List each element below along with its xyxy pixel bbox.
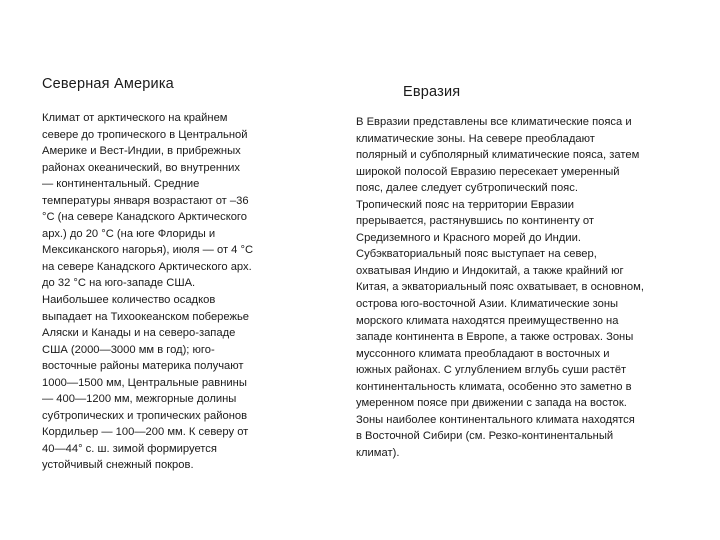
text-line: севере до тропического в Центральной	[42, 128, 248, 141]
text-line: устойчивый снежный покров.	[42, 459, 194, 472]
text-line: субтропических и тропических районов	[42, 409, 248, 422]
text-line: охватывая Индию и Индокитай, а также крайний юг	[356, 264, 624, 277]
text-line: муссонного климата преобладают в восточных и	[356, 347, 610, 360]
text-line: Тропический пояс на территории Евразии	[356, 198, 574, 211]
text-line: температуры января возрастают от –36	[42, 194, 249, 207]
text-line: широкой полосой Евразию пересекает умеренный	[356, 165, 620, 178]
text-line: — континентальный. Средние	[42, 178, 200, 191]
text-line: климатические зоны. На севере преобладают	[356, 132, 595, 145]
text-line: морского климата находятся преимущественно на	[356, 314, 619, 327]
text-line: арх.) до 20 °C (на юге Флориды и	[42, 227, 216, 240]
text-line: пояс, далее следует субтропический пояс.	[356, 182, 578, 195]
text-line: Кордильер — 100—200 мм. К северу от	[42, 426, 249, 439]
north-america-text	[42, 110, 253, 474]
text-line: Средиземного и Красного морей до Индии.	[356, 231, 581, 244]
text-line: на севере Канадского Арктического арх.	[42, 260, 252, 273]
text-line: Китая, а экваториальный пояс охватывает, в основном,	[356, 281, 644, 294]
text-line: умеренном поясе при движении с запада на восток.	[356, 397, 627, 410]
text-line: В Евразии представлены все климатические пояса и	[356, 116, 632, 128]
text-line: Америке и Вест-Индии, в прибрежных	[42, 145, 241, 158]
text-line: Климат от арктического на крайнем	[42, 112, 228, 124]
text-line: в Восточной Сибири (см. Резко-континентальный	[356, 430, 614, 443]
text-line: западе континента в Европе, а также островах. Зоны	[356, 331, 634, 344]
text-line: 1000—1500 мм, Центральные равнины	[42, 376, 247, 389]
text-line: выпадает на Тихоокеанском побережье	[42, 310, 250, 323]
text-line: — 400—1200 мм, межгорные долины	[42, 393, 237, 406]
text-line: 40—44° с. ш. зимой формируется	[42, 442, 217, 455]
text-line: восточные районы материка получают	[42, 360, 244, 373]
text-line: США (2000—3000 мм в год); юго-	[42, 343, 215, 356]
text-line: Аляски и Канады и на северо-западе	[42, 327, 236, 340]
text-line: южных районах. С углублением вглубь суши растёт	[356, 364, 627, 377]
text-line: острова юго-восточной Азии. Климатические зоны	[356, 298, 619, 311]
text-line: Зоны наиболее континентального климата находятся	[356, 413, 635, 426]
text-line: полярный и субполярный климатические пояса, затем	[356, 149, 640, 162]
north-america-title: Северная Америка	[42, 76, 174, 92]
text-line: прерывается, растянувшись по континенту от	[356, 215, 595, 228]
text-line: Мексиканского нагорья), июля — от 4 °C	[42, 244, 254, 257]
text-line: Субэкваториальный пояс выступает на север,	[356, 248, 597, 261]
text-line: континентальность климата, особенно это заметно в	[356, 380, 632, 393]
text-line: до 32 °C на юго-западе США.	[42, 277, 196, 290]
eurasia-text	[356, 114, 644, 461]
text-line: °C (на севере Канадского Арктического	[42, 211, 247, 224]
text-line: климат).	[356, 446, 400, 459]
text-line: Наибольшее количество осадков	[42, 294, 216, 307]
text-line: районах океанический, во внутренних	[42, 161, 241, 174]
eurasia-title: Евразия	[403, 84, 461, 100]
